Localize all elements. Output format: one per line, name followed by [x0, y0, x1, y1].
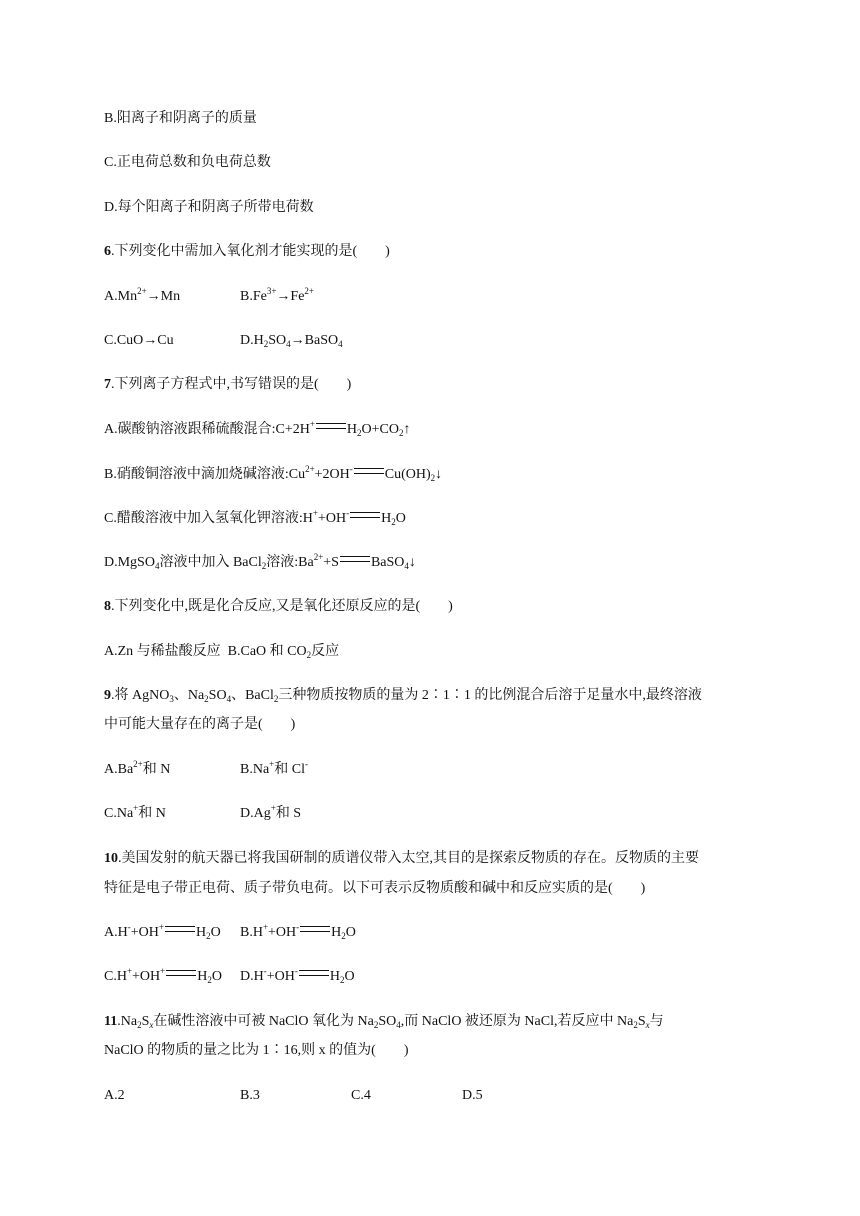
equals-sign	[340, 556, 370, 562]
q9-option-b: B.Na+和 Cl-	[240, 759, 308, 777]
q6-stem-text: .下列变化中需加入氧化剂才能实现的是( )	[111, 244, 390, 259]
q5-option-b: B.阳离子和阴离子的质量	[104, 111, 257, 126]
equals-sign	[354, 468, 384, 474]
q7-option-a: A.碳酸钠溶液跟稀硫酸混合:C+2H+ $H_2O+CO_2↑$	[104, 419, 411, 438]
q8-option-b: B.CaO 和 $CO_2$反应	[227, 644, 340, 660]
q9-option-a: $A.Ba^{2+}$和 N	[104, 759, 171, 777]
equals-sign	[300, 926, 330, 932]
q11-option-c: C.4	[351, 1088, 371, 1103]
q7-number: 7	[104, 377, 111, 392]
q10-option-b: B.H++OH- $H_2O$	[240, 922, 356, 941]
q9-number: 9	[104, 688, 111, 703]
q7-option-d: D.MgSO$_4$溶液中加入 BaCl$_2$溶液$:Ba^{2+}+S$ BaSO$_4$↓	[104, 552, 416, 571]
q9-stem-line2: 中可能大量存在的离子是( )	[104, 717, 296, 732]
equals-sign	[165, 926, 195, 932]
q6-option-b: $B.Fe^{3+}\to Fe^{2+}$	[240, 286, 314, 304]
q11-stem-line2: NaClO 的物质的量之比为 1∶16,则 x 的值为( )	[104, 1043, 409, 1058]
q7-option-c: C.醋酸溶液中加入氢氧化钾溶液:H++OH- $H_2O$	[104, 508, 406, 527]
q10-stem-line2: 特征是电子带正电荷、质子带负电荷。以下可表示反物质酸和碱中和反应实质的是( )	[104, 881, 646, 896]
q10-option-c: C.H++OH+ $H_2O$	[104, 966, 222, 985]
q6-option-c: C.CuO→Cu	[104, 333, 174, 348]
q11-option-d: D.5	[462, 1088, 483, 1103]
q8-stem: 8.下列变化中,既是化合反应,又是氧化还原反应的是( )	[104, 599, 453, 614]
equals-sign	[316, 423, 346, 429]
q11-stem-line1: $11.Na_2S_x$在碱性溶液中可被 NaClO 氧化为 $Na_2SO_4$,而 NaClO 被还原为 NaCl,若反应中 $Na_2S_x$与	[104, 1014, 664, 1030]
q7-stem: 7.下列离子方程式中,书写错误的是( )	[104, 377, 352, 392]
q5-option-c: C.正电荷总数和负电荷总数	[104, 155, 271, 170]
equals-sign	[350, 512, 380, 518]
q11-option-a: A.2	[104, 1088, 125, 1103]
q9-stem-line1: 9.将 AgNO$_3$、$Na_2SO_4$、BaCl$_2$三种物质按物质的量为 2∶1∶1 的比例混合后溶于足量水中,最终溶液	[104, 688, 702, 704]
q9-option-d: D.Ag+和 S	[240, 803, 302, 821]
q9-option-c: C.Na+和 N	[104, 803, 166, 821]
q5-option-d: D.每个阳离子和阴离子所带电荷数	[104, 200, 314, 215]
q8-number: 8	[104, 599, 111, 614]
q6-option-a: $A.Mn^{2+}\to Mn$	[104, 286, 181, 304]
equals-sign	[299, 970, 329, 976]
q10-stem-line1: 10.美国发射的航天器已将我国研制的质谱仪带入太空,其目的是探索反物质的存在。反物质的主要	[104, 851, 699, 866]
q7-option-b: B.硝酸铜溶液中滴加烧碱溶液$:Cu^{2+}+2OH^-$ $Cu(OH)_2↓$	[104, 464, 443, 483]
q6-option-d: $D.H_2SO_4\to BaSO_4$	[240, 333, 343, 349]
q8-option-a: A.Zn 与稀盐酸反应	[104, 644, 221, 659]
equals-sign	[166, 970, 196, 976]
q11-number: 11	[104, 1014, 118, 1029]
q6-stem	[104, 243, 390, 261]
q6-number: 6	[104, 244, 111, 259]
q10-number: 10	[104, 851, 118, 866]
q10-option-a: A.H-+OH+ $H_2O$	[104, 922, 221, 941]
q10-option-d: D.H-+OH- $H_2O$	[240, 966, 355, 985]
q11-option-b: B.3	[240, 1088, 260, 1103]
q8-options	[104, 643, 339, 661]
